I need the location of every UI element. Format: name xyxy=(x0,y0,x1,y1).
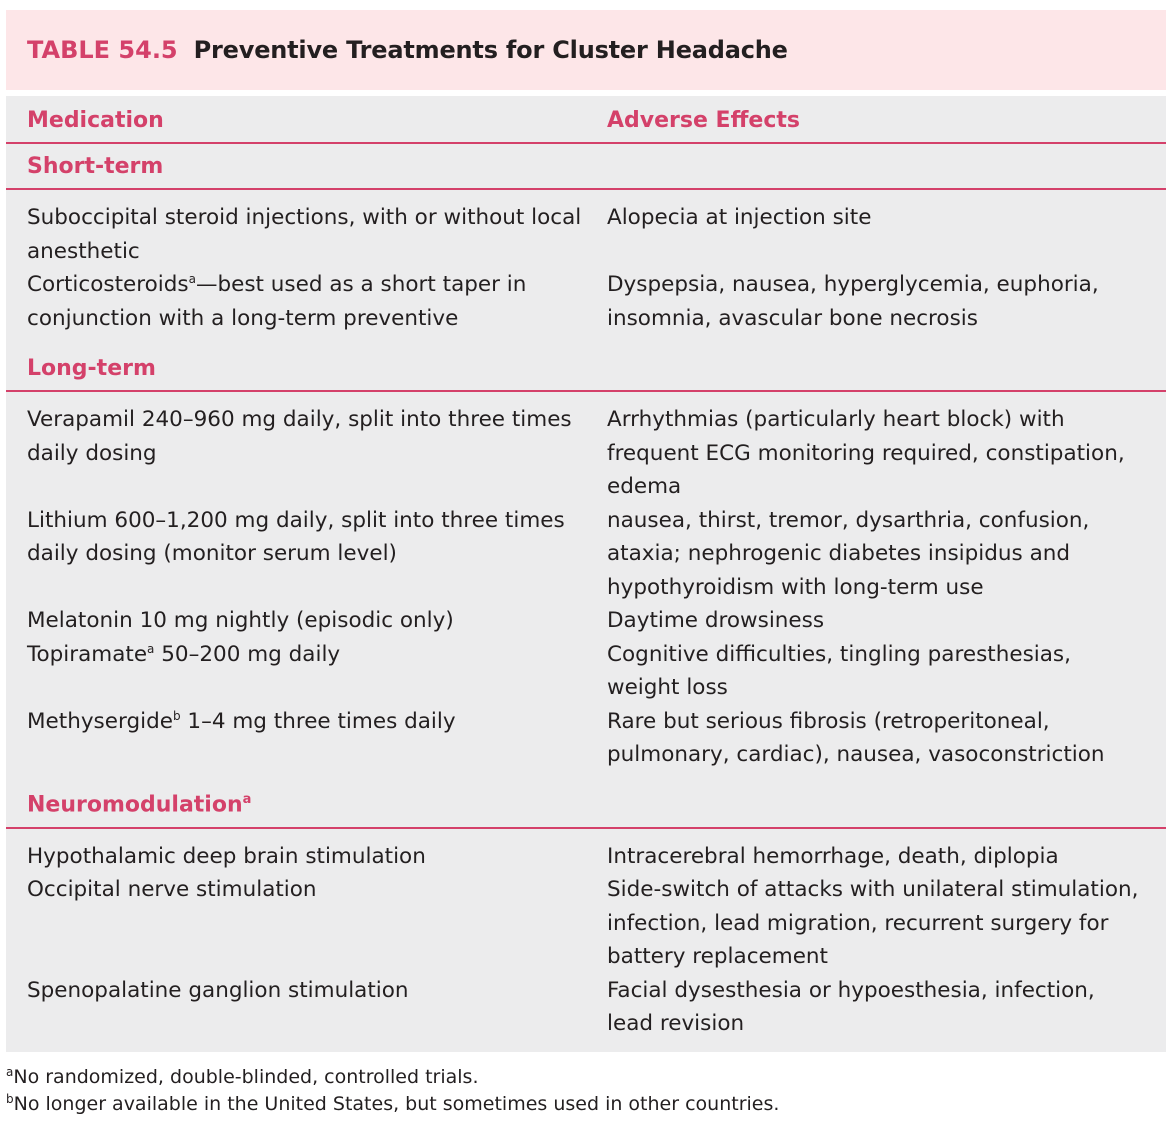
medication-detail: 50–200 mg daily xyxy=(154,641,341,667)
medication-cell xyxy=(27,268,607,335)
table-row xyxy=(6,504,1166,605)
medication-cell: Lithium 600–1,200 mg daily, split into three times daily dosing (monitor serum level) xyxy=(27,507,565,566)
medication-name: Corticosteroids xyxy=(27,272,189,297)
section-label xyxy=(27,792,251,817)
section-label-text: Neuromodulation xyxy=(27,792,243,818)
table-row xyxy=(6,190,1166,268)
section-label: Short-term xyxy=(27,153,164,179)
medication-name: Topiramate xyxy=(27,641,148,667)
medication-cell: Verapamil 240–960 mg daily, split into three times daily dosing xyxy=(27,407,572,466)
footnote-a xyxy=(6,1064,779,1091)
footnotes xyxy=(6,1064,779,1118)
footnote-b xyxy=(6,1091,779,1118)
footnote-mark: a xyxy=(242,791,252,807)
column-header-adverse-effects: Adverse Effects xyxy=(607,107,800,133)
medication-cell xyxy=(27,705,607,772)
table-row xyxy=(6,705,1166,783)
section-header-short-term xyxy=(6,144,1166,190)
medication-cell: Occipital nerve stimulation xyxy=(27,877,317,902)
table-title: Preventive Treatments for Cluster Headache xyxy=(193,36,788,64)
footnote-mark: b xyxy=(172,708,181,723)
table-row xyxy=(6,638,1166,705)
adverse-effects-cell: Rare but serious fibrosis (retroperitoneal, pulmonary, cardiac), nausea, vasoconstriction xyxy=(607,708,1105,767)
table-number: TABLE 54.5 xyxy=(27,36,178,64)
adverse-effects-cell: Alopecia at injection site xyxy=(607,205,872,230)
section-header-long-term xyxy=(6,346,1166,392)
medication-cell xyxy=(27,638,607,705)
footnote-mark: b xyxy=(6,1092,14,1106)
medication-cell: Suboccipital steroid injections, with or without local anesthetic xyxy=(27,205,582,264)
table-row xyxy=(6,268,1166,346)
medication-cell: Hypothalamic deep brain stimulation xyxy=(27,843,426,869)
footnote-text: No longer available in the United States, but sometimes used in other countries. xyxy=(13,1093,780,1115)
table-row xyxy=(6,604,1166,638)
table-row xyxy=(6,829,1166,874)
adverse-effects-cell: Arrhythmias (particularly heart block) with frequent ECG monitoring required, constipation, edema xyxy=(607,407,1125,499)
adverse-effects-cell: Dyspepsia, nausea, hyperglycemia, euphoria, insomnia, avascular bone necrosis xyxy=(607,272,1099,331)
adverse-effects-cell: Daytime drowsiness xyxy=(607,608,825,633)
adverse-effects-cell: Facial dysesthesia or hypoesthesia, infection, lead revision xyxy=(607,977,1095,1036)
medication-cell: Spenopalatine ganglion stimulation xyxy=(27,977,409,1003)
column-header-row xyxy=(6,96,1166,144)
section-header-neuromodulation xyxy=(6,783,1166,829)
table-row xyxy=(6,974,1166,1052)
adverse-effects-cell: Intracerebral hemorrhage, death, diplopia xyxy=(607,843,1059,869)
table-title-bar xyxy=(6,10,1166,96)
medication-detail: 1–4 mg three times daily xyxy=(180,708,456,734)
adverse-effects-cell: Cognitive difficulties, tingling paresthesias, weight loss xyxy=(607,641,1071,700)
adverse-effects-cell: nausea, thirst, tremor, dysarthria, confusion, ataxia; nephrogenic diabetes insipidus and hypothyroidism with long-term use xyxy=(607,507,1090,600)
footnote-mark: a xyxy=(147,641,155,656)
adverse-effects-cell: Side-switch of attacks with unilateral stimulation, infection, lead migration, recurrent surgery for battery replacement xyxy=(607,877,1139,969)
table xyxy=(6,10,1166,1052)
table-row xyxy=(6,392,1166,504)
footnote-mark: a xyxy=(188,272,196,286)
medication-name: Methysergide xyxy=(27,708,173,734)
footnote-text: No randomized, double-blinded, controlled trials. xyxy=(13,1066,479,1088)
medication-cell: Melatonin 10 mg nightly (episodic only) xyxy=(27,608,454,633)
column-header-medication: Medication xyxy=(27,107,164,133)
table-row xyxy=(6,873,1166,974)
section-label: Long-term xyxy=(27,355,156,381)
medication-detail: —best used as a short taper in conjunction with a long-term preventive xyxy=(27,272,527,331)
footnote-mark: a xyxy=(6,1065,14,1079)
